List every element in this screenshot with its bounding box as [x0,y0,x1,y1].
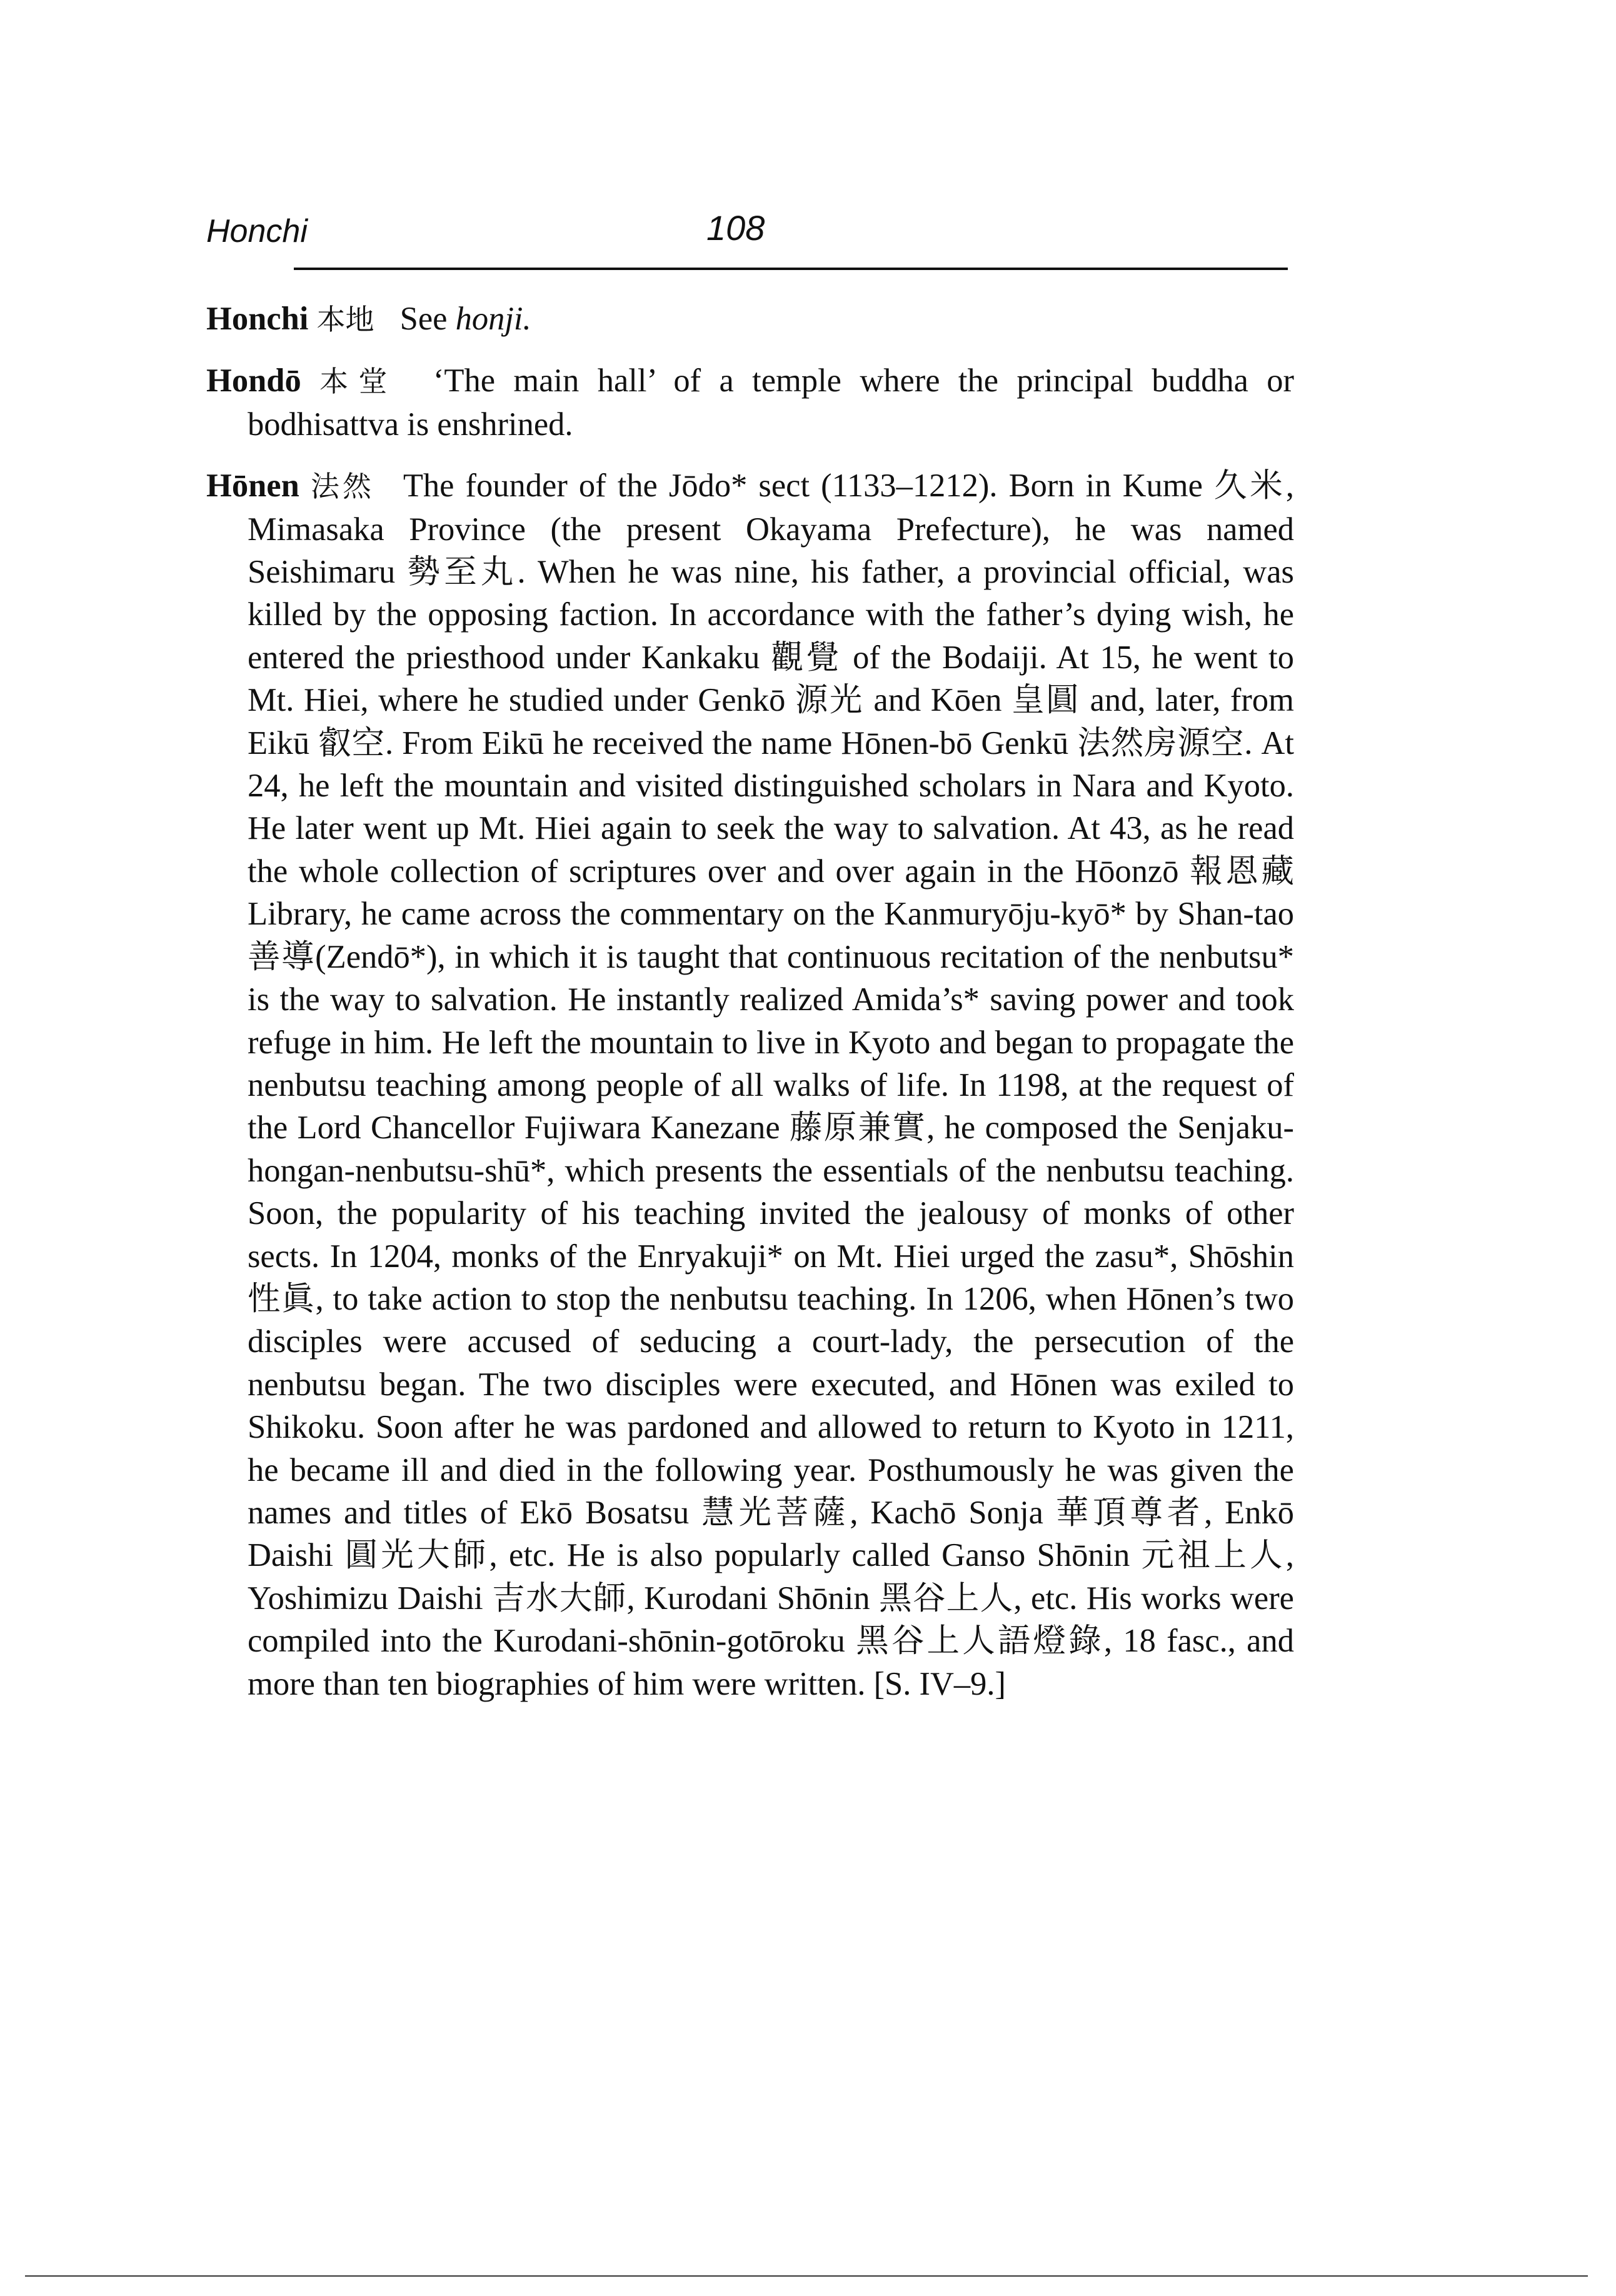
page-number: 108 [706,208,765,248]
header-rule [294,268,1288,270]
bottom-scan-line [25,2275,1588,2277]
headword: Hondō [206,363,301,399]
headword: Hōnen [206,468,299,504]
running-head [206,208,1288,263]
entry-text: ‘The main hall’ of a temple where the principal buddha or bodhisattva is enshrined. [248,363,1295,443]
headword: Honchi [206,301,309,337]
headword-kanji: 法然 [310,469,374,504]
cross-reference: honji. [455,301,531,337]
see-label: See [399,301,448,337]
entry-list [206,298,1294,1724]
running-head-title: Honchi [206,213,308,249]
entry-hondo [206,359,1294,446]
entry-honchi [206,298,1294,341]
entry-text: The founder of the Jōdo* sect (1133–1212). Born in Kume 久米, Mimasaka Province (the present Okayama Prefecture), he was named Seishimaru 勢至丸. When he was nine, his father, a provincial official, was killed by the opposing faction. In accordance with the father’s dying wish, he entered the priesthood under Kankaku 觀覺 of the Bodaiji. At 15, he went to Mt. Hiei, where he studied under Genkō 源光 and Kōen 皇圓 and, later, from Eikū 叡空. From Eikū he received the name Hōnen-bō Genkū 法然房源空. At 24, he left the mountain and visited distinguished scholars in Nara and Kyoto. He later went up Mt. Hiei again to seek the way to salvation. At 43, as he read the whole collection of scriptures over and over again in the Hōonzō 報恩藏 Library, he came across the commentary on the Kanmuryōju-kyō* by Shan-tao 善導(Zendō*), in which it is taught that continuous recitation of the nenbutsu* is the way to salvation. He instantly realized Amida’s* saving power and took refuge in him. He left the mountain to live in Kyoto and began to propagate the nenbutsu teaching among people of all walks of life. In 1198, at the request of the Lord Chancellor Fujiwara Kanezane 藤原兼實, he composed the Senjaku-hongan-nenbutsu-shū*, which presents the essentials of the nenbutsu teaching. Soon, the popularity of his teaching invited the jealousy of monks of other sects. In 1204, monks of the Enryakuji* on Mt. Hiei urged the zasu*, Shōshin 性眞, to take action to stop the nenbutsu teaching. In 1206, when Hōnen’s two disciples were accused of seducing a court-lady, the persecution of the nenbutsu began. The two disciples were executed, and Hōnen was exiled to Shikoku. Soon after he was pardoned and allowed to return to Kyoto in 1211, he became ill and died in the following year. Posthumously he was given the names and titles of Ekō Bosatsu 慧光菩薩, Kachō Sonja 華頂尊者, Enkō Daishi 圓光大師, etc. He is also popularly called Ganso Shōnin 元祖上人, Yoshimizu Daishi 吉水大師, Kurodani Shōnin 黑谷上人, etc. His works were compiled into the Kurodani-shōnin-gotōroku 黑谷上人語燈錄, 18 fasc., and more than ten biographies of him were written. [S. IV–9.] [248,468,1295,1702]
entry-honen [206,464,1294,1705]
headword-kanji: 本堂 [319,364,398,399]
headword-kanji: 本地 [316,303,374,336]
